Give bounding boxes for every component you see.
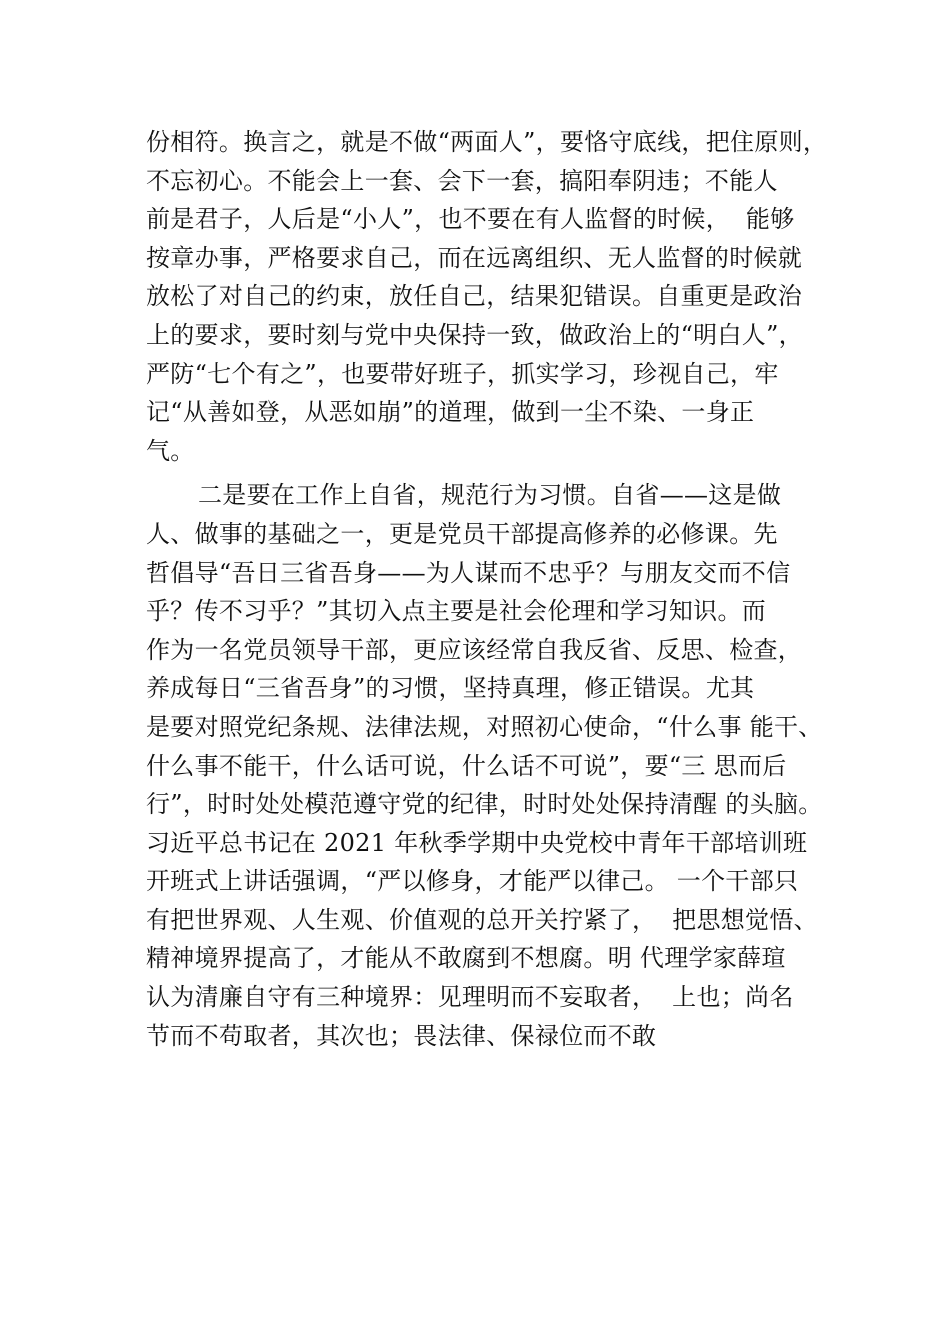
text-line: 是要对照党纪条规、法律法规，对照初心使命，“什么事 能干、: [146, 712, 823, 741]
paragraph-1: [146, 123, 866, 470]
text-line: 乎？传不习乎？”其切入点主要是社会伦理和学习知识。而: [146, 597, 767, 626]
text-line: 放松了对自己的约束，放任自己，结果犯错误。自重更是政治: [146, 282, 803, 311]
text-line: 二是要在工作上自省，规范行为习惯。自省——这是做: [198, 481, 782, 510]
text-line: 气。: [146, 436, 195, 465]
text-line: 不忘初心。不能会上一套、会下一套，搞阳奉阴违；不能人: [146, 166, 778, 195]
text-line: 人、做事的基础之一，更是党员干部提高修养的必修课。先: [146, 519, 778, 548]
text-line: 节而不苟取者，其次也；畏法律、保禄位而不敢: [146, 1021, 657, 1050]
text-line: 什么事不能干，什么话可说，什么话不可说”，要“三 思而后: [146, 751, 787, 780]
text-line: 精神境界提高了，才能从不敢腐到不想腐。明 代理学家薛瑄: [146, 944, 786, 973]
text-line: 开班式上讲话强调，“严以修身，才能严以律己。 一个干部只: [146, 867, 799, 896]
text-line: 上的要求，要时刻与党中央保持一致，做政治上的“明白人”，: [146, 320, 803, 349]
text-line: 作为一名党员领导干部，更应该经常自我反省、反思、检查，: [146, 635, 803, 664]
text-line: 养成每日“三省吾身”的习惯，坚持真理，修正错误。尤其: [146, 674, 755, 703]
body-text: [146, 123, 866, 1055]
text-line: 记“从善如登，从恶如崩”的道理，做到一尘不染、一身正: [146, 398, 755, 427]
text-line: 习近平总书记在 2021 年秋季学期中央党校中青年干部培训班: [146, 828, 808, 857]
text-line: 哲倡导“吾日三省吾身——为人谋而不忠乎？与朋友交而不信: [146, 558, 791, 587]
text-line: 前是君子，人后是“小人”，也不要在有人监督的时候， 能够: [146, 205, 795, 234]
text-line: 认为清廉自守有三种境界：见理明而不妄取者， 上也；尚名: [146, 983, 794, 1012]
text-line: 份相符。换言之，就是不做“两面人”，要恪守底线，把住原则，: [146, 128, 828, 156]
text-line: 按章办事，严格要求自己，而在远离组织、无人监督的时候就: [146, 243, 803, 272]
paragraph-2: [146, 476, 866, 1055]
text-line: 行”，时时处处模范遵守党的纪律，时时处处保持清醒 的头脑。: [146, 790, 823, 819]
text-line: 有把世界观、人生观、价值观的总开关拧紧了， 把思想觉悟、: [146, 905, 818, 934]
text-line: 严防“七个有之”，也要带好班子，抓实学习，珍视自己，牢: [146, 359, 779, 388]
